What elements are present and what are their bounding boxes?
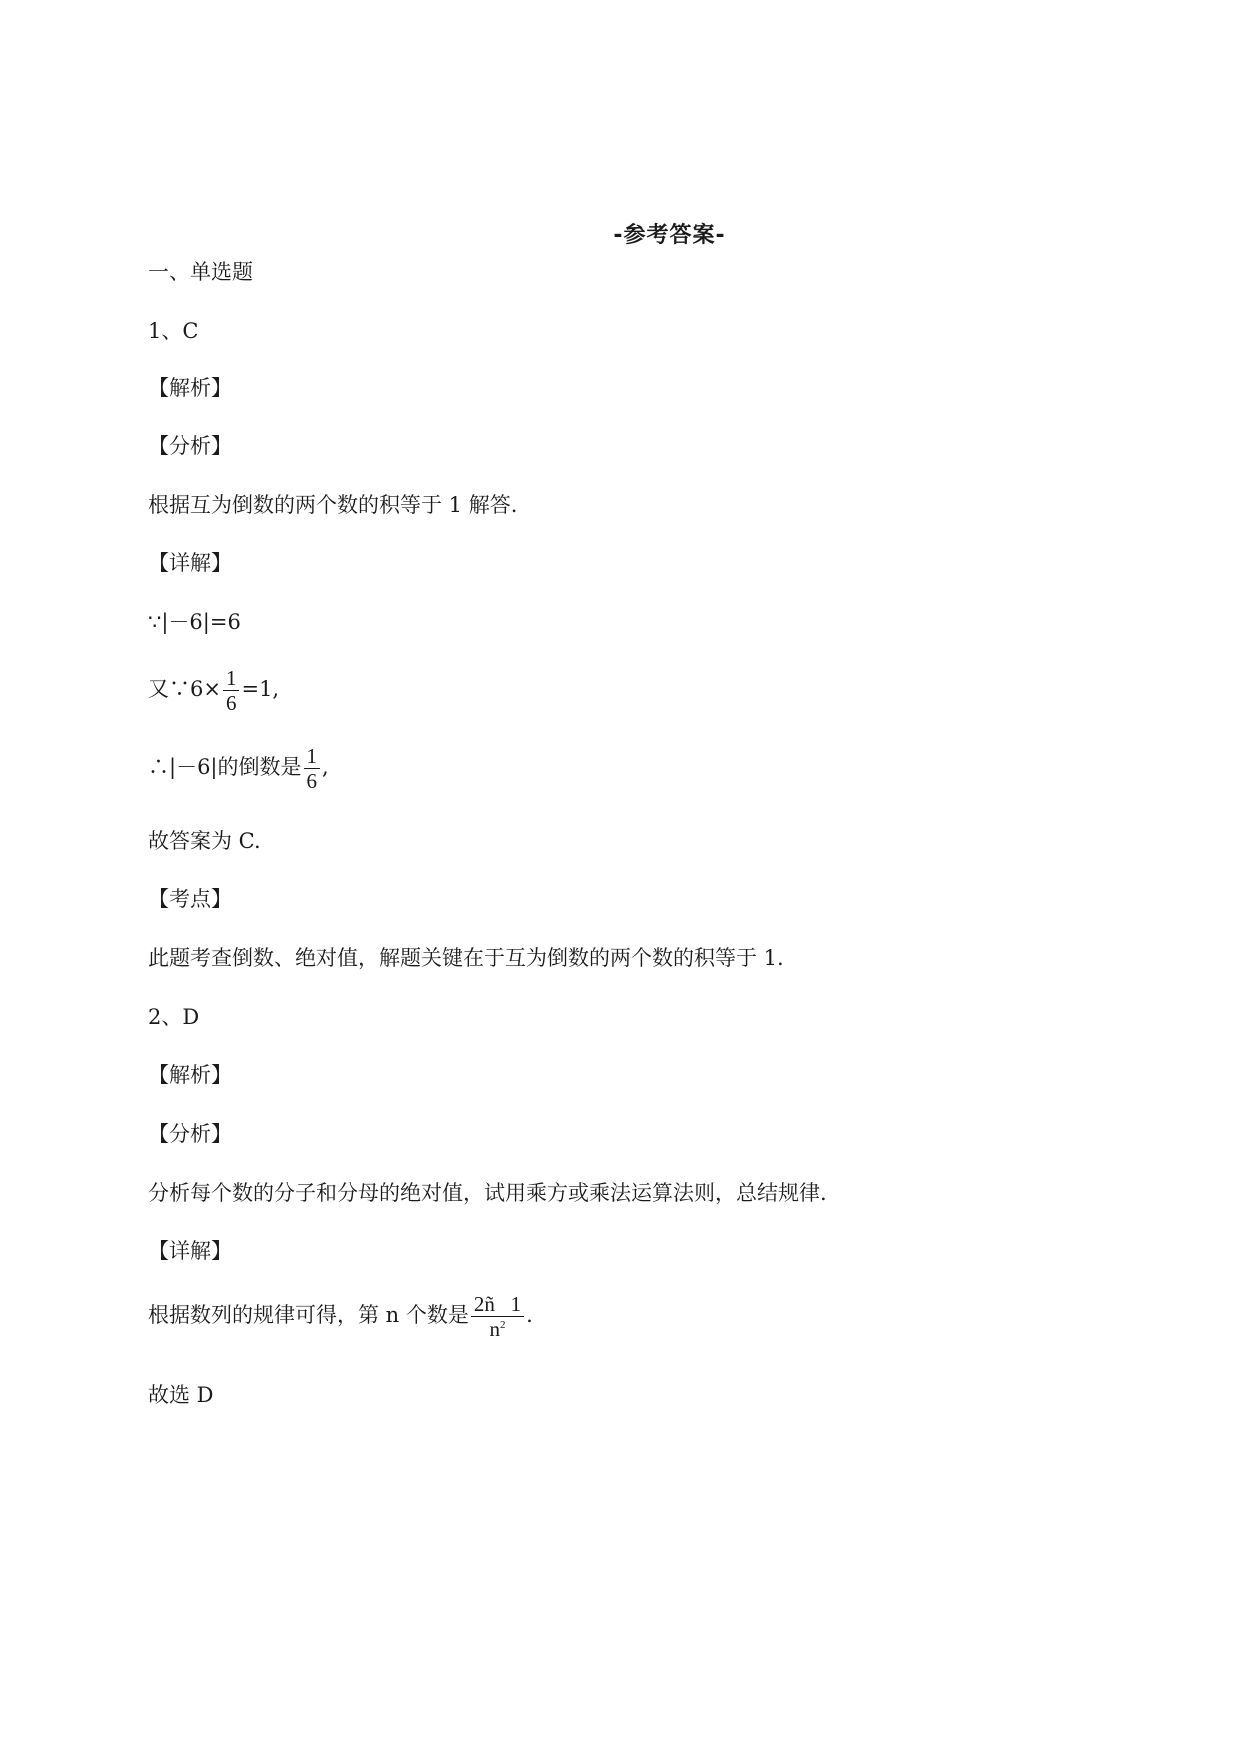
fraction-denominator: 6 <box>306 769 318 793</box>
q1-step2-prefix: 又∵6× <box>148 677 221 701</box>
answer-title: -参考答案- <box>613 223 726 248</box>
q2-step1-suffix: . <box>526 1303 533 1327</box>
q2-tag-jiexi: 【解析】 <box>148 1063 232 1087</box>
q1-number: 1、C <box>148 319 199 343</box>
q1-tag-xiangjie: 【详解】 <box>148 551 232 575</box>
q2-step1 <box>148 1290 533 1341</box>
q1-step1: ∵|－6|=6 <box>148 610 241 634</box>
q1-conclusion: 故答案为 C. <box>148 829 261 853</box>
q2-analysis: 分析每个数的分子和分母的绝对值，试用乘方或乘法运算法则，总结规律. <box>148 1181 827 1205</box>
fraction-numerator: 1 <box>304 744 321 769</box>
q1-step3-fraction <box>304 744 321 793</box>
denominator-exponent: 2 <box>500 1319 506 1331</box>
q1-step2-fraction <box>223 666 240 715</box>
q1-step3-suffix: , <box>322 755 329 779</box>
q1-step2 <box>148 664 279 715</box>
q2-tag-xiangjie: 【详解】 <box>148 1239 232 1263</box>
q2-number: 2、D <box>148 1005 200 1029</box>
q2-conclusion: 故选 D <box>148 1383 214 1407</box>
q2-step1-fraction <box>471 1292 524 1341</box>
fraction-denominator <box>471 1317 524 1341</box>
q1-tag-kaodian: 【考点】 <box>148 887 232 911</box>
q1-tag-jiexi: 【解析】 <box>148 376 232 400</box>
fraction-numerator: 1 <box>223 666 240 691</box>
q1-tag-fenxi: 【分析】 <box>148 434 232 458</box>
q1-analysis: 根据互为倒数的两个数的积等于 1 解答. <box>148 493 518 517</box>
fraction-numerator: 2ñ 1 <box>471 1292 524 1317</box>
fraction-denominator: 6 <box>225 691 237 715</box>
q1-step3-prefix: ∴|－6|的倒数是 <box>148 755 302 779</box>
q1-step3 <box>148 742 329 793</box>
section-heading: 一、单选题 <box>148 260 253 284</box>
q2-tag-fenxi: 【分析】 <box>148 1122 232 1146</box>
q1-step2-suffix: =1, <box>241 677 280 701</box>
q2-step1-prefix: 根据数列的规律可得，第 n 个数是 <box>148 1303 469 1327</box>
q1-kaodian: 此题考查倒数、绝对值，解题关键在于互为倒数的两个数的积等于 1. <box>148 946 784 970</box>
denominator-base: n <box>489 1317 500 1341</box>
